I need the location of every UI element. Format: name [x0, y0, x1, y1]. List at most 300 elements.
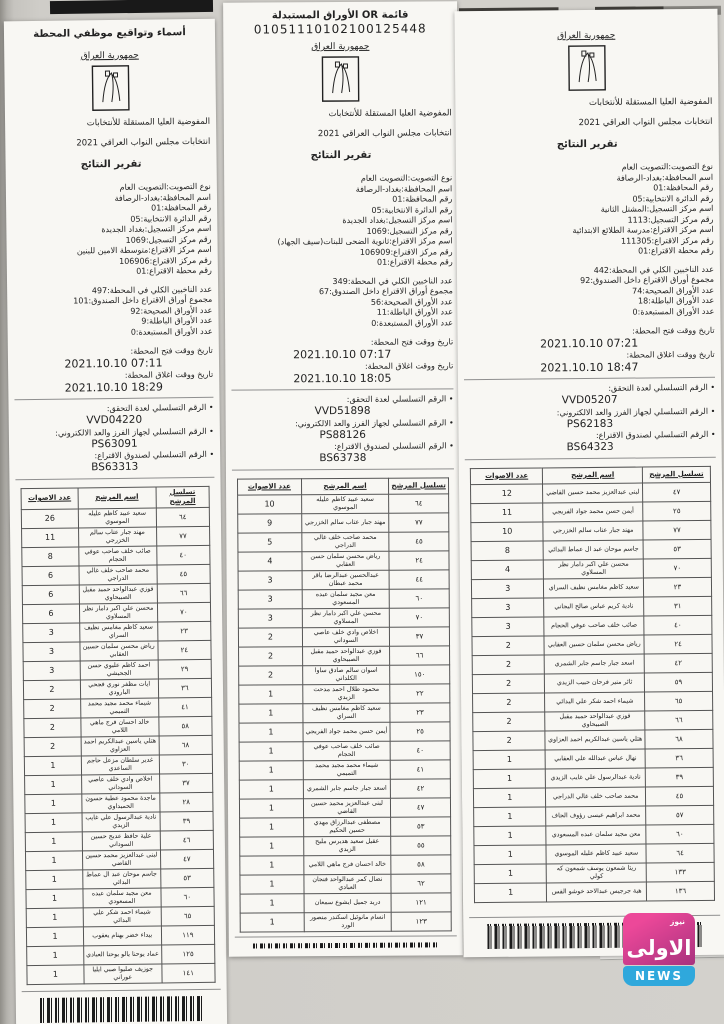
candidate-serial-cell: ٦٨: [159, 735, 213, 755]
candidate-row: [21, 507, 209, 528]
votes-cell: 2: [239, 665, 303, 684]
ps-serial-value: PS88126: [319, 428, 366, 441]
candidate-name-cell: شيماء محمد مجيد محمد التميمي: [80, 697, 158, 717]
candidate-name-cell: جاسم موحان عبد ال عماط البدائي: [544, 539, 644, 559]
votes-cell: 11: [471, 502, 544, 522]
open-time-label: تاريخ ووقت فتح المحطة:: [130, 345, 213, 356]
votes-cell: 1: [474, 863, 547, 883]
candidate-serial-cell: ٤٦: [160, 830, 214, 850]
close-time-value: 2021.10.10 18:29: [64, 380, 163, 395]
ballot-stats: [231, 276, 453, 330]
candidate-name-cell: فوزي عبدالواحد حميد مقبل الصبيحاوي: [79, 583, 157, 603]
candidate-serial-cell: ٧٧: [156, 526, 210, 546]
candidate-row: [473, 748, 713, 769]
candidate-name-cell: محسن علي اكبر دامار نظر المسلاوي: [79, 602, 157, 622]
receipt-text-line: اسم مركز التسجيل:المشتل الثانية: [600, 203, 714, 214]
candidate-serial-cell: ٦٥: [161, 906, 215, 926]
votes-cell: 2: [24, 717, 81, 737]
candidate-row: [24, 697, 212, 718]
candidate-row: [473, 729, 713, 750]
candidate-name-cell: اسوان سالم صادق ساوا الكلداني: [302, 665, 390, 685]
candidate-row: [239, 664, 450, 684]
receipt-text-line: رقم المحافظة:01: [653, 182, 714, 193]
votes-cell: 6: [22, 603, 79, 623]
candidate-serial-cell: ٥٩: [644, 672, 712, 692]
results-receipt-left: [4, 19, 227, 1024]
ps-serial-value: PS63091: [91, 437, 138, 450]
candidate-name-cell: ماجدة محمود عطية حسون الحميداوي: [82, 792, 160, 812]
votes-cell: 1: [26, 907, 83, 927]
vvd-serial-value: VVD04220: [86, 413, 143, 427]
receipt-text-line: مجموع أوراق الاقتراع داخل الصندوق:67: [318, 286, 453, 297]
device-serials: [231, 393, 453, 465]
candidate-row: [473, 786, 713, 807]
vvd-serial-value: VVD51898: [314, 404, 371, 418]
candidate-row: [471, 539, 711, 560]
votes-cell: 2: [23, 679, 80, 699]
candidate-name-cell: ثائر منير فرحان حبيب الزيدي: [545, 672, 645, 692]
votes-cell: 3: [238, 589, 302, 608]
candidate-serial-cell: ٧٠: [643, 558, 711, 578]
candidate-serial-cell: ٢٢: [390, 683, 450, 702]
candidate-row: [240, 816, 451, 836]
candidate-row: [26, 887, 214, 908]
candidate-serial-cell: ٢٥: [390, 721, 450, 740]
votes-cell: 3: [238, 570, 302, 589]
votes-cell: 1: [240, 836, 304, 855]
candidate-row: [471, 482, 711, 503]
candidate-serial-cell: ٢٩: [158, 659, 212, 679]
votes-cell: 1: [474, 825, 547, 845]
candidate-serial-cell: ١٢١: [391, 892, 451, 911]
candidate-name-cell: احمد كاظم عليوي حسن الجحيشي: [80, 659, 158, 679]
candidate-name-cell: مهند جبار عتاب سالم الخزرجي: [543, 520, 643, 540]
open-time-label: تاريخ ووقت فتح المحطة:: [632, 325, 715, 336]
receipt-text-line: رقم الدائرة الانتخابية:05: [371, 204, 453, 215]
ballot-stats: [13, 284, 213, 339]
replaced-ballots-note: قائمة OR الأوراق المستبدلة: [271, 9, 409, 22]
candidate-row: [239, 797, 450, 817]
candidate-serial-cell: ١٢٣: [391, 911, 451, 930]
receipt-text-line: رقم محطة الاقتراع:01: [376, 257, 453, 267]
receipt-text-line: رقم المحافظة:01: [392, 194, 453, 204]
candidate-row: [471, 501, 711, 522]
election-title: انتخابات مجلس النواب العراقي 2021: [578, 116, 713, 129]
open-time-value: 2021.10.10 07:17: [293, 347, 392, 362]
votes-cell: 1: [25, 793, 82, 813]
open-close-times: [14, 345, 214, 395]
candidate-serial-cell: ٣٧: [390, 626, 450, 645]
candidate-row: [25, 830, 213, 851]
votes-cell: 2: [472, 654, 545, 674]
candidate-row: [474, 862, 714, 883]
votes-cell: 1: [25, 774, 82, 794]
candidate-serial-cell: ٥٣: [160, 868, 214, 888]
candidate-row: [22, 545, 210, 566]
candidate-serial-cell: ٦٠: [646, 824, 714, 844]
candidate-name-cell: بيداء خضر بهنام يعقوب: [83, 925, 161, 945]
candidate-serial-cell: ٣١: [644, 596, 712, 616]
candidate-row: [24, 754, 212, 775]
news-logo-icon: [623, 913, 695, 965]
vvd-serial-label: • الرقم التسلسلي لعدة التحقق:: [106, 402, 214, 414]
candidate-name-cell: صائب خلف صاحب عوفي الحجام: [79, 546, 157, 566]
candidate-serial-cell: ٤٠: [390, 740, 450, 759]
candidate-name-cell: هتلي ياسين عبدالكريم احمد العزاوي: [81, 735, 159, 755]
votes-cell: 1: [24, 755, 81, 775]
candidate-name-cell: محسن علي اكبر دامار نظر المسلاوي: [544, 558, 644, 578]
candidate-row: [473, 691, 713, 712]
candidate-name-cell: انسام مانوئيل اسكندر منصور الورد: [304, 912, 392, 932]
candidate-serial-cell: ١٣٣: [646, 862, 714, 882]
open-close-times: [231, 336, 453, 385]
candidate-serial-cell: ٥٨: [391, 854, 451, 873]
candidate-name-cell: فوزي عبدالواحد حميد مقبل الصبيحاوي: [545, 710, 645, 730]
bs-serial-label: • الرقم التسلسلي لصندوق الاقتراع:: [334, 441, 454, 452]
candidate-row: [27, 963, 215, 984]
receipt-text-line: رقم محطة الاقتراع:01: [136, 265, 212, 276]
candidate-name-cell: معن مجيد سلمان عبده المسعودي: [83, 887, 161, 907]
serial-column-header: تسلسل المرشح: [389, 477, 449, 493]
candidate-name-cell: محمد صاحب خلف غالي الدراجي: [79, 565, 157, 585]
votes-cell: 2: [238, 627, 302, 646]
candidate-serial-cell: ٤١: [158, 697, 212, 717]
divider: [232, 468, 454, 470]
candidate-row: [471, 577, 711, 598]
candidate-row: [23, 640, 211, 661]
receipt-text-line: رقم مركز التسجيل:1069: [366, 225, 453, 236]
receipt-text-line: عدد الأوراق الصحيحة:92: [130, 305, 213, 316]
candidate-name-cell: محمد صاحب خلف غالي الدراجي: [546, 786, 646, 806]
votes-cell: 1: [240, 893, 304, 912]
candidate-serial-cell: ٧٧: [389, 512, 449, 531]
receipt-text-line: اسم المحافظة:بغداد-الرصافة: [616, 172, 714, 183]
candidate-serial-cell: ٤٧: [643, 482, 711, 502]
votes-cell: 8: [471, 540, 544, 560]
votes-cell: 1: [473, 749, 546, 769]
candidate-name-cell: لبنى عبدالعزيز محمد حسين القاضي: [82, 849, 160, 869]
candidate-name-cell: نادية عبدالرسول علي غايب الزيدي: [546, 767, 646, 787]
candidate-votes-table: [470, 465, 715, 902]
candidate-row: [238, 569, 449, 589]
candidate-row: [22, 602, 210, 623]
candidate-row: [239, 645, 450, 665]
candidate-row: [474, 824, 714, 845]
candidate-row: [240, 911, 451, 931]
receipt-text-line: رقم الدائرة الانتخابية:05: [130, 213, 212, 224]
divider: [465, 456, 716, 459]
results-receipt-middle: [223, 1, 463, 956]
candidate-row: [474, 881, 714, 902]
candidate-serial-cell: ٦٦: [157, 583, 211, 603]
candidate-serial-cell: ٥٨: [158, 716, 212, 736]
candidate-serial-cell: ٣٠: [159, 754, 213, 774]
candidate-serial-cell: ٢٤: [644, 634, 712, 654]
votes-cell: 5: [238, 532, 302, 551]
divider: [22, 989, 221, 992]
candidate-row: [238, 550, 449, 570]
name-column-header: اسم المرشح: [78, 487, 156, 509]
candidate-row: [25, 811, 213, 832]
candidate-name-cell: لبنى عبدالعزيز محمد حسين القاضي: [303, 798, 391, 818]
votes-cell: 2: [473, 730, 546, 750]
commission-title: المفوضية العليا المستقلة للأنتخابات: [588, 96, 713, 108]
staff-signatures-note: أسماء وتواقيع موظفي المحطة: [33, 27, 186, 40]
candidate-row: [240, 892, 451, 912]
candidate-row: [238, 607, 449, 627]
candidate-serial-cell: ١٥٠: [390, 664, 450, 683]
candidate-name-cell: عقيل سعيد هديرس مليح الزيدي: [303, 836, 391, 856]
candidate-name-cell: رياض محسن سلمان حسن العقابي: [302, 551, 390, 571]
votes-column-header: عدد الاصوات: [237, 478, 301, 494]
candidate-serial-cell: ٤٥: [157, 564, 211, 584]
votes-cell: 1: [239, 779, 303, 798]
receipt-text-line: اسم المحافظة:بغداد-الرصافة: [355, 183, 453, 194]
receipt-text-line: رقم المحافظة:01: [151, 202, 212, 213]
candidate-serial-cell: ٣٦: [158, 678, 212, 698]
votes-cell: 1: [239, 722, 303, 741]
receipt-text-line: اسم المحافظة:بغداد-الرصافة: [114, 192, 212, 203]
votes-cell: 1: [473, 768, 546, 788]
receipt-text-line: عدد الأوراق المستبعدة:0: [130, 326, 213, 337]
candidate-serial-cell: ٦٠: [161, 887, 215, 907]
candidate-name-cell: علية حافظ عديج حسين السوداني: [82, 830, 160, 850]
divider: [15, 476, 214, 479]
candidate-name-cell: مصطفى عبدالرزاق مهدي حسين الحكيم: [303, 817, 391, 837]
candidate-row: [26, 925, 214, 946]
table-header-row: [21, 486, 209, 509]
candidate-name-cell: سعيد كاظم مغامس نظيف السراي: [303, 703, 391, 723]
votes-cell: 12: [471, 483, 544, 503]
candidate-row: [473, 767, 713, 788]
news-logo-banner: NEWS: [623, 966, 695, 986]
candidate-name-cell: أيمن حسن محمد جواد الفريجي: [543, 501, 643, 521]
candidate-row: [239, 683, 450, 703]
votes-cell: 1: [474, 806, 547, 826]
candidate-serial-cell: ٣٧: [159, 773, 213, 793]
candidate-name-cell: رياض محسن سلمان حسين العقابي: [544, 634, 644, 654]
divider: [235, 935, 457, 937]
votes-cell: 3: [472, 616, 545, 636]
votes-cell: 1: [239, 760, 303, 779]
candidate-serial-cell: ٧٠: [389, 607, 449, 626]
votes-cell: 1: [26, 869, 83, 889]
candidate-name-cell: عبدالحسين عبدالرضا باقر محمد عبطان: [302, 570, 390, 590]
candidate-row: [473, 710, 713, 731]
votes-cell: 2: [24, 698, 81, 718]
station-fields: [462, 162, 714, 259]
candidate-serial-cell: ٧٠: [157, 602, 211, 622]
candidate-row: [471, 520, 711, 541]
candidate-serial-cell: ٣٩: [160, 811, 214, 831]
candidate-name-cell: شيماء احمد شكر علي البدائي: [83, 906, 161, 926]
results-receipt-right: [454, 9, 724, 957]
votes-cell: 1: [26, 926, 83, 946]
replaced-ballots-number: 01051110102100125448: [253, 21, 427, 37]
news-logo-arabic-text: الاولى: [626, 936, 692, 960]
receipt-text-line: عدد الأوراق الصحيحة:74: [632, 285, 715, 296]
votes-cell: 1: [474, 844, 547, 864]
votes-cell: 2: [472, 635, 545, 655]
candidate-row: [24, 735, 212, 756]
candidate-name-cell: غدير سلطان مزعل حاجم الساعدي: [81, 754, 159, 774]
vvd-serial-value: VVD05207: [561, 393, 618, 407]
candidate-name-cell: رياض محسن سلمان حسين العقابي: [80, 640, 158, 660]
candidate-serial-cell: ٦٦: [390, 645, 450, 664]
votes-cell: 1: [473, 787, 546, 807]
receipt-text-line: رقم مركز التسجيل:1113: [627, 214, 714, 225]
votes-cell: 2: [473, 711, 546, 731]
serial-column-header: تسلسل المرشح: [156, 486, 210, 508]
candidate-serial-cell: ٦٤: [156, 507, 210, 527]
device-serials: [464, 382, 716, 455]
receipt-text-line: اسم مركز الاقتراع:ثانوية الضحى للبنات(سيف الجهاد): [277, 236, 453, 247]
receipt-text-line: نوع التصويت:التصويت العام: [360, 173, 453, 183]
report-title: تقرير النتائج: [80, 158, 142, 171]
votes-cell: 1: [240, 912, 304, 931]
candidate-row: [474, 805, 714, 826]
report-title: تقرير النتائج: [556, 138, 618, 151]
candidate-serial-cell: ١١٩: [161, 925, 215, 945]
open-time-value: 2021.10.10 07:21: [540, 336, 639, 351]
votes-cell: 1: [240, 817, 304, 836]
votes-cell: 1: [240, 874, 304, 893]
receipt-text-line: اسم مركز الاقتراع:مدرسة الطلائع الابتدائية: [572, 224, 714, 236]
receipt-text-line: مجموع أوراق الاقتراع داخل الصندوق:92: [580, 274, 715, 286]
divider: [231, 388, 453, 390]
barcode: [40, 996, 203, 1023]
receipt-text-line: عدد الأوراق المستبعدة:0: [371, 317, 454, 328]
bs-serial-value: BS64323: [566, 440, 614, 454]
candidate-serial-cell: ٦٨: [645, 729, 713, 749]
candidate-name-cell: محمد صاحب خلف غالي الدراجي: [302, 532, 390, 552]
candidate-name-cell: معن مجيد سلمان عبده المسعودي: [546, 824, 646, 844]
candidate-name-cell: محمود طلال احمد مدحت الزيدي: [303, 684, 391, 704]
candidate-row: [472, 596, 712, 617]
votes-cell: 2: [472, 673, 545, 693]
candidate-row: [238, 531, 449, 551]
country-title: جمهورية العراق: [80, 50, 139, 62]
candidate-row: [240, 835, 451, 855]
candidate-serial-cell: ١٤١: [161, 963, 215, 983]
receipt-text-line: عدد الناخبين الكلي في المحطة:442: [593, 264, 714, 275]
candidate-row: [22, 564, 210, 585]
receipt-text-line: عدد الأوراق الباطلة:11: [376, 307, 454, 317]
votes-cell: 2: [473, 692, 546, 712]
close-time-label: تاريخ ووقت اغلاق المحطة:: [626, 349, 715, 360]
receipt-text-line: رقم مركز الاقتراع:111305: [620, 235, 714, 246]
candidate-serial-cell: ١٢٥: [161, 944, 215, 964]
candidate-name-cell: صائب خلف صاحب عوفي الحجام: [303, 741, 391, 761]
candidate-serial-cell: ٦٠: [389, 588, 449, 607]
votes-cell: 9: [238, 513, 302, 532]
candidate-serial-cell: ٥٧: [646, 805, 714, 825]
name-column-header: اسم المرشح: [301, 478, 388, 495]
candidate-row: [472, 672, 712, 693]
candidate-serial-cell: ٧٧: [643, 520, 711, 540]
candidate-row: [239, 759, 450, 779]
candidate-serial-cell: ٥٥: [391, 835, 451, 854]
country-title: جمهورية العراق: [557, 30, 616, 42]
ballot-stats: [463, 264, 714, 319]
candidate-row: [23, 621, 211, 642]
candidate-row: [22, 583, 210, 604]
station-fields: [230, 173, 453, 269]
receipt-text-line: عدد الأوراق المستبعدة:0: [632, 306, 715, 317]
receipt-text-line: نوع التصويت:التصويت العام: [119, 181, 211, 192]
candidate-serial-cell: ٢٨: [159, 792, 213, 812]
station-fields: [12, 182, 212, 279]
candidate-serial-cell: ٤٠: [644, 615, 712, 635]
votes-cell: 6: [22, 565, 79, 585]
candidate-row: [24, 716, 212, 737]
candidate-serial-cell: ٢٥: [643, 501, 711, 521]
receipt-text-line: مجموع أوراق الاقتراع داخل الصندوق:101: [73, 294, 213, 306]
country-title: جمهورية العراق: [311, 41, 370, 53]
votes-cell: 2: [239, 646, 303, 665]
candidate-name-cell: سعيد عبيد كاظم عليله الموسوي: [301, 494, 389, 514]
candidate-serial-cell: ٦٤: [646, 843, 714, 863]
candidate-serial-cell: ٣٩: [645, 767, 713, 787]
bs-serial-label: • الرقم التسلسلي لصندوق الاقتراع:: [595, 429, 716, 440]
candidate-serial-cell: ٢٤: [158, 640, 212, 660]
votes-column-header: عدد الاصوات: [21, 487, 78, 509]
candidate-row: [239, 721, 450, 741]
candidate-serial-cell: ٤٤: [389, 569, 449, 588]
candidate-name-cell: عماد يوحنا يالو يوحنا العبادي: [84, 944, 162, 964]
votes-cell: 3: [23, 622, 80, 642]
candidate-row: [239, 740, 450, 760]
candidate-name-cell: محسن علي اكبر دامار نظر المسلاوي: [302, 608, 390, 628]
votes-cell: 1: [26, 888, 83, 908]
candidate-name-cell: صائب خلف صاحب عوفي الحجام: [544, 615, 644, 635]
candidate-name-cell: مهند جبار عتاب سالم الخزرجي: [78, 527, 156, 547]
candidate-name-cell: اسعد جبار جاسم جابر الشمري: [545, 653, 645, 673]
candidate-name-cell: نادية عبدالرسول علي غايب الزيدي: [82, 811, 160, 831]
close-time-label: تاريخ ووقت اغلاق المحطة:: [124, 369, 214, 380]
candidate-serial-cell: ٣٦: [645, 748, 713, 768]
candidate-name-cell: جاسم موحان عبد ال عماط البدائي: [83, 868, 161, 888]
ihec-logo-icon: [10, 64, 210, 112]
name-column-header: اسم المرشح: [543, 467, 643, 484]
votes-cell: 6: [22, 584, 79, 604]
candidate-name-cell: اخلاص وادي خلف عاصي السوداني: [302, 627, 390, 647]
receipt-text-line: رقم الدائرة الانتخابية:05: [632, 193, 714, 204]
commission-title: المفوضية العليا المستقلة للأنتخابات: [86, 116, 211, 129]
news-logo-small-text: نيوز: [670, 917, 685, 926]
divider: [464, 377, 715, 380]
candidate-row: [240, 873, 451, 893]
serial-column-header: تسلسل المرشح: [642, 466, 710, 483]
candidate-name-cell: نهال عباس عبدالله علي العقابي: [546, 748, 646, 768]
candidate-serial-cell: ٢٣: [643, 577, 711, 597]
election-title: انتخابات مجلس النواب العراقي 2021: [76, 136, 211, 149]
candidate-serial-cell: ٤٢: [644, 653, 712, 673]
candidate-name-cell: نضال كمر عبدالواحد فنجان العبادي: [304, 874, 392, 894]
candidate-row: [239, 702, 450, 722]
candidate-serial-cell: ٢٣: [390, 702, 450, 721]
candidate-serial-cell: ١٣٦: [646, 881, 714, 901]
votes-cell: 1: [25, 831, 82, 851]
ps-serial-value: PS62183: [566, 417, 614, 430]
table-header-row: [237, 477, 448, 494]
candidate-serial-cell: ٤١: [390, 759, 450, 778]
candidate-name-cell: لبنى عبدالعزيز محمد حسين القاضي: [543, 483, 643, 503]
receipt-text-line: عدد الناخبين الكلي في المحطة:349: [332, 275, 453, 286]
candidate-serial-cell: ٦٦: [645, 710, 713, 730]
candidate-row: [238, 588, 449, 608]
candidate-row: [472, 634, 712, 655]
